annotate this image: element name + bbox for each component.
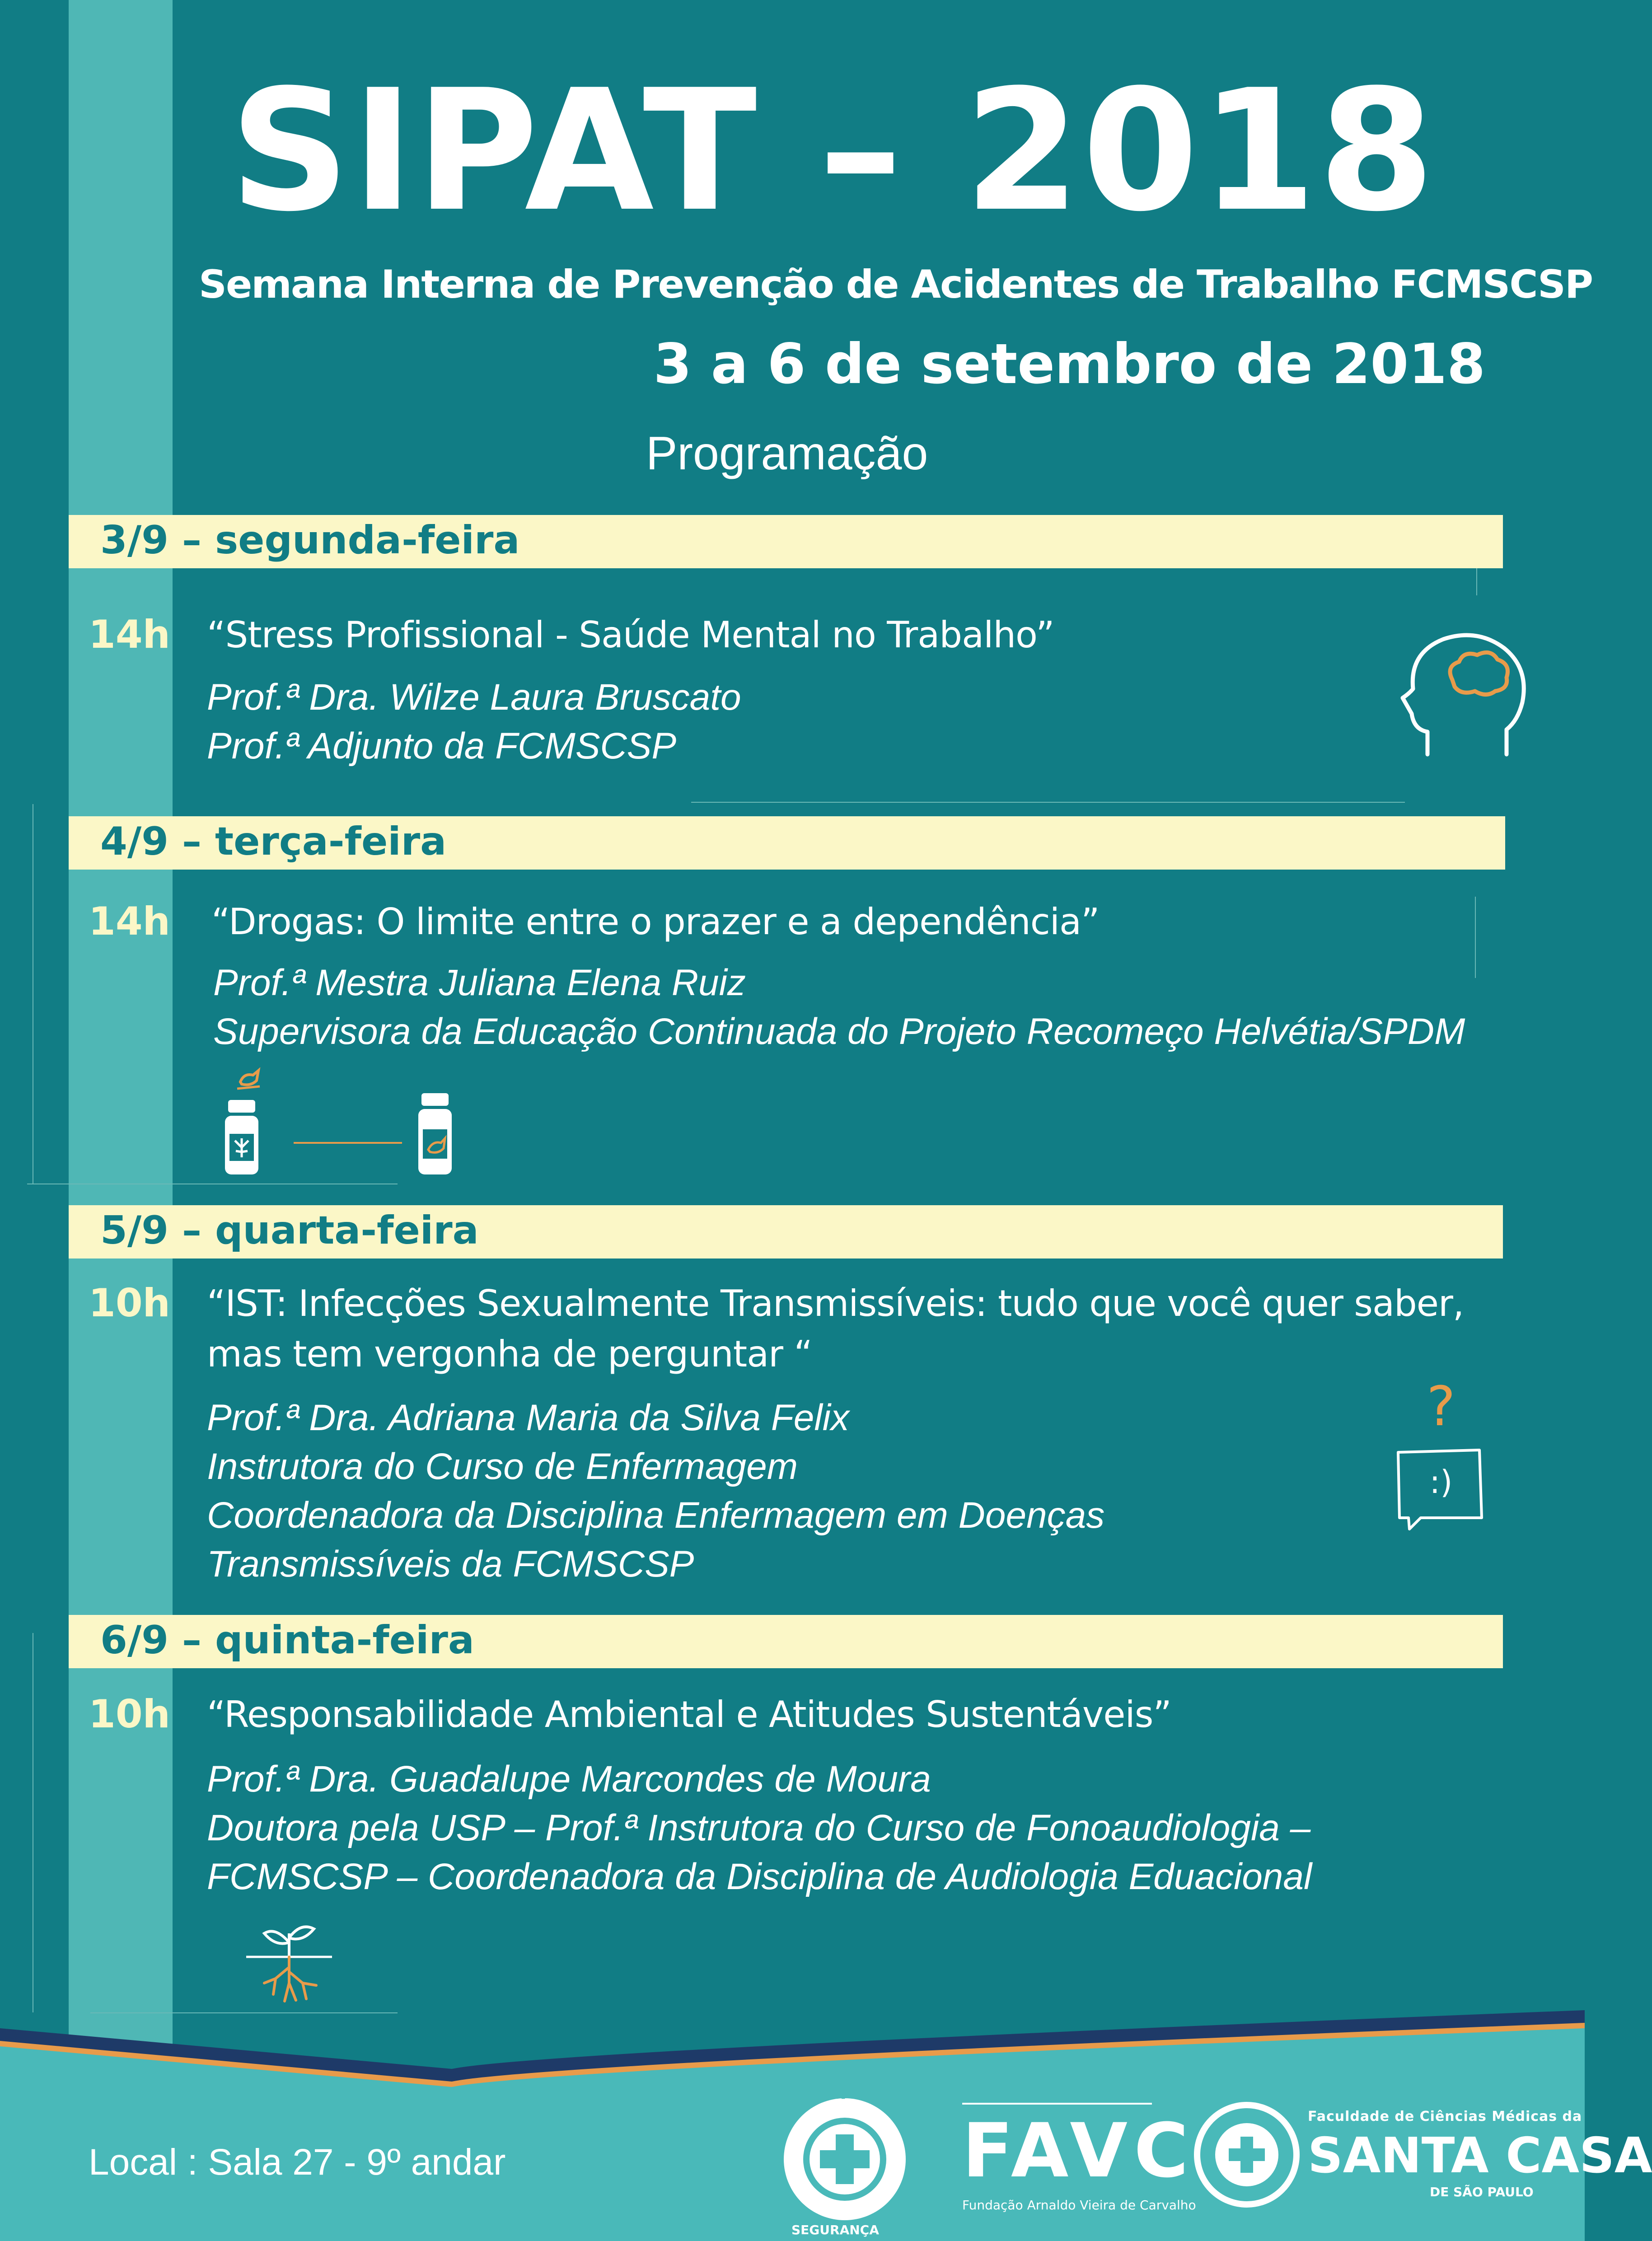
talk-time: 10h (89, 1281, 170, 1326)
head-brain-icon (1400, 626, 1531, 757)
speaker-line: Prof.ª Adjunto da FCMSCSP (207, 725, 677, 767)
day-label: 5/9 – quarta-feira (100, 1208, 479, 1253)
talk-time: 14h (89, 612, 170, 657)
talk-title-line: mas tem vergonha de perguntar “ (207, 1333, 812, 1375)
divider (1475, 897, 1476, 978)
talk-title (207, 1278, 1464, 1380)
cipa-logo (782, 2096, 908, 2222)
medicine-bottles-icon (217, 1062, 488, 1179)
event-subtitle: Semana Interna de Prevenção de Acidentes de Trabalho FCMSCSP (199, 262, 1593, 307)
sprout-roots-icon (244, 1915, 334, 2006)
santa-casa-logo-icon (1193, 2101, 1301, 2209)
svg-text::): :) (1429, 1464, 1453, 1501)
cipa-label: CIPA (820, 2082, 866, 2103)
favc-logo: FAVC (962, 2107, 1195, 2194)
day-label: 3/9 – segunda-feira (100, 518, 520, 563)
speaker-line: Coordenadora da Disciplina Enfermagem em Doenças (207, 1495, 1105, 1536)
speaker-line: Doutora pela USP – Prof.ª Instrutora do Curso de Fonoaudiologia – (207, 1807, 1311, 1848)
day-header-tuesday (69, 816, 1505, 870)
talk-time: 14h (89, 899, 170, 944)
speaker-line: Prof.ª Dra. Guadalupe Marcondes de Moura (207, 1759, 931, 1800)
question-speech-bubble-icon (1391, 1375, 1491, 1531)
speaker-info (213, 959, 1465, 1056)
santa-casa-logo: SANTA CASA (1308, 2128, 1652, 2184)
speaker-info (207, 673, 741, 771)
speaker-info (207, 1755, 1312, 1901)
page-title: SIPAT – 2018 (229, 54, 1437, 248)
speaker-line: Transmissíveis da FCMSCSP (207, 1544, 694, 1585)
svg-text:?: ? (1427, 1375, 1455, 1438)
talk-title: “Responsabilidade Ambiental e Atitudes Sustentáveis” (207, 1694, 1171, 1736)
divider (691, 802, 1405, 803)
talk-time: 10h (89, 1692, 170, 1737)
santa-casa-caption: Faculdade de Ciências Médicas da (1308, 2109, 1582, 2124)
talk-title: “Drogas: O limite entre o prazer e a dependência” (211, 901, 1100, 943)
favc-rule (962, 2103, 1152, 2105)
talk-title: “Stress Profissional - Saúde Mental no Trabalho” (207, 614, 1054, 656)
day-label: 6/9 – quinta-feira (100, 1618, 474, 1663)
speaker-info (207, 1394, 1104, 1589)
cipa-label: SEGURANÇA (791, 2222, 879, 2237)
santa-casa-caption: DE SÃO PAULO (1430, 2185, 1534, 2199)
speaker-line: FCMSCSP – Coordenadora da Disciplina de Audiologia Eduacional (207, 1856, 1312, 1897)
favc-caption: Fundação Arnaldo Vieira de Carvalho (962, 2198, 1196, 2213)
vertical-decorative-stripe (69, 0, 173, 2053)
talk-title-line: “IST: Infecções Sexualmente Transmissíveis: tudo que você quer saber, (207, 1282, 1464, 1324)
divider (1476, 568, 1477, 595)
speaker-line: Prof.ª Dra. Adriana Maria da Silva Felix (207, 1397, 849, 1438)
speaker-line: Prof.ª Mestra Juliana Elena Ruiz (213, 962, 746, 1003)
location-info: Local : Sala 27 - 9º andar (89, 2142, 506, 2183)
speaker-line: Supervisora da Educação Continuada do Projeto Recomeço Helvétia/SPDM (213, 1011, 1465, 1052)
section-label: Programação (646, 427, 928, 480)
day-header-wednesday (69, 1205, 1503, 1259)
day-label: 4/9 – terça-feira (100, 819, 447, 864)
speaker-line: Prof.ª Dra. Wilze Laura Bruscato (207, 677, 741, 718)
event-dates: 3 a 6 de setembro de 2018 (653, 332, 1485, 396)
day-header-thursday (69, 1615, 1503, 1668)
day-header-monday (69, 515, 1503, 568)
speaker-line: Instrutora do Curso de Enfermagem (207, 1446, 798, 1487)
